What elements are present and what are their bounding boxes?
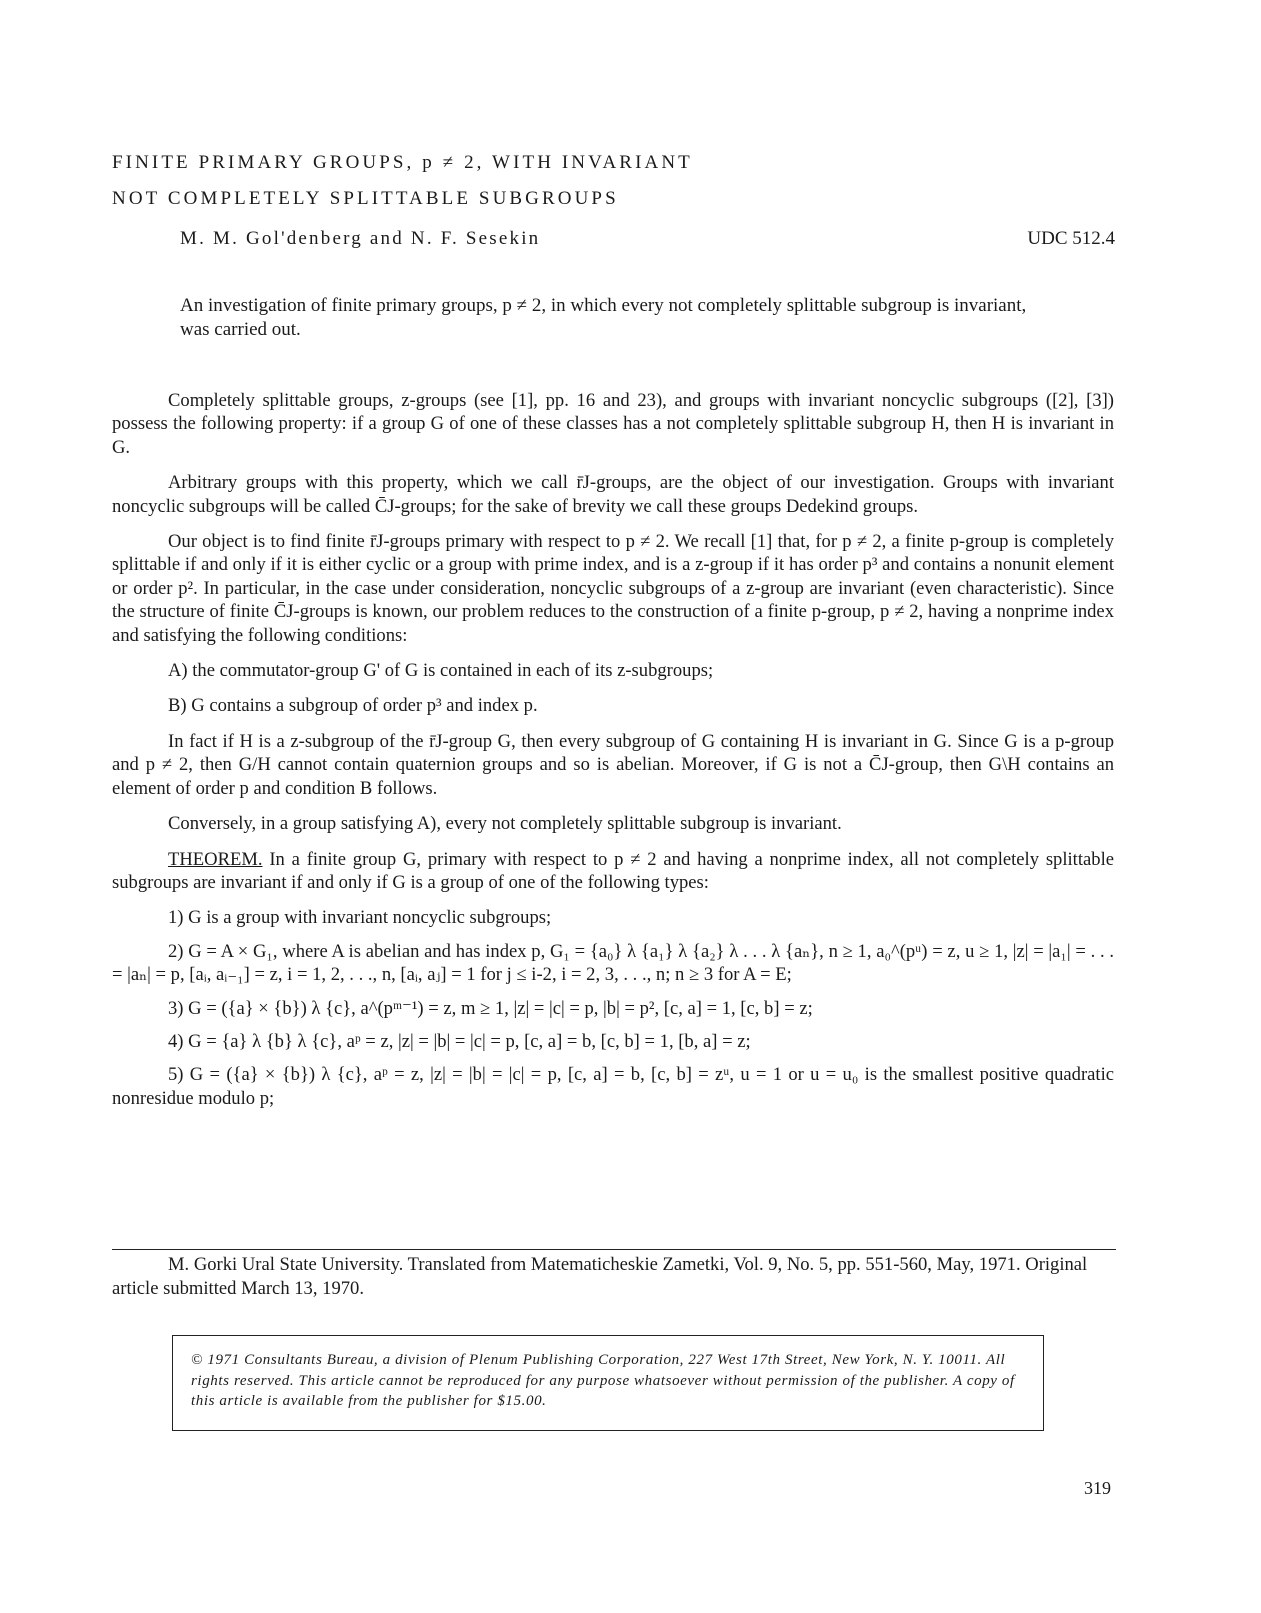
paragraph-5: Conversely, in a group satisfying A), every not completely splittable subgroup is invariant. bbox=[168, 813, 842, 835]
copyright-box bbox=[172, 1335, 1044, 1431]
condition-b: B) G contains a subgroup of order p³ and index p. bbox=[168, 695, 538, 717]
paragraph-3: Our object is to find finite r̄J-groups primary with respect to p ≠ 2. We recall [1] that, for p ≠ 2, a finite p-group is completely splittable if and only if it is either cyclic or a group with prime index, and is a z-group if it has order p³ and contains a nonunit element or order p². In particular, in the case under consideration, noncyclic subgroups of a z-group are invariant (even characteristic). Since the structure of finite C̄J-groups is known, our problem reduces to the construction of a finite p-group, p ≠ 2, having a nonprime index and satisfying the following conditions: bbox=[112, 531, 1114, 646]
theorem-type-5: 5) G = ({a} × {b}) λ {c}, aᵖ = z, |z| = |b| = |c| = p, [c, a] = b, [c, b] = zᵘ, u = 1 or u = u₀ is the smallest positive quadratic nonresidue modulo p; bbox=[112, 1064, 1114, 1109]
udc-code: UDC 512.4 bbox=[1027, 228, 1115, 249]
footnote: M. Gorki Ural State University. Translated from Matematicheskie Zametki, Vol. 9, No. 5, pp. 551-560, May, 1971. Original article submitted March 13, 1970. bbox=[112, 1254, 1088, 1299]
theorem-type-4: 4) G = {a} λ {b} λ {c}, aᵖ = z, |z| = |b| = |c| = p, [c, a] = b, [c, b] = 1, [b, a] = z; bbox=[168, 1030, 751, 1052]
paragraph-2: Arbitrary groups with this property, which we call r̄J-groups, are the object of our investigation. Groups with invariant noncyclic subgroups will be called C̄J-groups; for the sake of brevity we call these groups Dedekind groups. bbox=[112, 472, 1114, 517]
theorem-type-3: 3) G = ({a} × {b}) λ {c}, a^(pᵐ⁻¹) = z, m ≥ 1, |z| = |c| = p, |b| = p², [c, a] = 1, [c, b] = z; bbox=[168, 997, 813, 1019]
title-line-1: FINITE PRIMARY GROUPS, p ≠ 2, WITH INVARIANT bbox=[112, 152, 693, 173]
abstract: An investigation of finite primary groups, p ≠ 2, in which every not completely splittable subgroup is invariant, was carried out. bbox=[180, 295, 1027, 340]
paragraph-4: In fact if H is a z-subgroup of the r̄J-group G, then every subgroup of G containing H is invariant in G. Since G is a p-group and p ≠ 2, then G/H cannot contain quaternion groups and so is abelian. Moreover, if G is not a C̄J-group, then G\H contains an element of order p and condition B follows. bbox=[112, 730, 1114, 799]
theorem-type-2: 2) G = A × G₁, where A is abelian and has index p, G₁ = {a₀} λ {a₁} λ {a₂} λ . . . λ {aₙ}, n ≥ 1, a₀^(pᵘ) = z, u ≥ 1, |z| = |a₁| = . . . = |aₙ| = p, [aᵢ, aᵢ₋₁] = z, i = 1, 2, . . ., n, [aᵢ, aⱼ] = 1 for j ≤ i-2, i = 2, 3, . . ., n; n ≥ 3 for A = E; bbox=[112, 940, 1114, 986]
page-number: 319 bbox=[1084, 1478, 1111, 1498]
title-line-2: NOT COMPLETELY SPLITTABLE SUBGROUPS bbox=[112, 188, 619, 209]
condition-a: A) the commutator-group G' of G is contained in each of its z-subgroups; bbox=[168, 660, 714, 682]
theorem-type-1: 1) G is a group with invariant noncyclic subgroups; bbox=[168, 907, 552, 929]
paragraph-1: Completely splittable groups, z-groups (see [1], pp. 16 and 23), and groups with invariant noncyclic subgroups ([2], [3]) possess the following property: if a group G of one of these classes has a not completely splittable subgroup H, then H is invariant in G. bbox=[112, 390, 1114, 458]
theorem-statement bbox=[112, 848, 1114, 895]
theorem-text: In a finite group G, primary with respect to p ≠ 2 and having a nonprime index, all not completely splittable subgroups are invariant if and only if G is a group of one of the following types: bbox=[112, 848, 1114, 893]
authors: M. M. Gol'denberg and N. F. Sesekin bbox=[180, 228, 541, 249]
theorem-label: THEOREM. bbox=[168, 848, 263, 870]
article-body bbox=[112, 389, 1114, 1120]
copyright-notice: © 1971 Consultants Bureau, a division of Plenum Publishing Corporation, 227 West 17th Street, New York, N. Y. 10011. All rights reserved. This article cannot be reproduced for any purpose whatsoever without permission of the publisher. A copy of this article is available from the publisher for $15.00. bbox=[191, 1352, 1015, 1409]
footnote-divider bbox=[112, 1249, 1116, 1250]
article-title bbox=[112, 145, 693, 217]
